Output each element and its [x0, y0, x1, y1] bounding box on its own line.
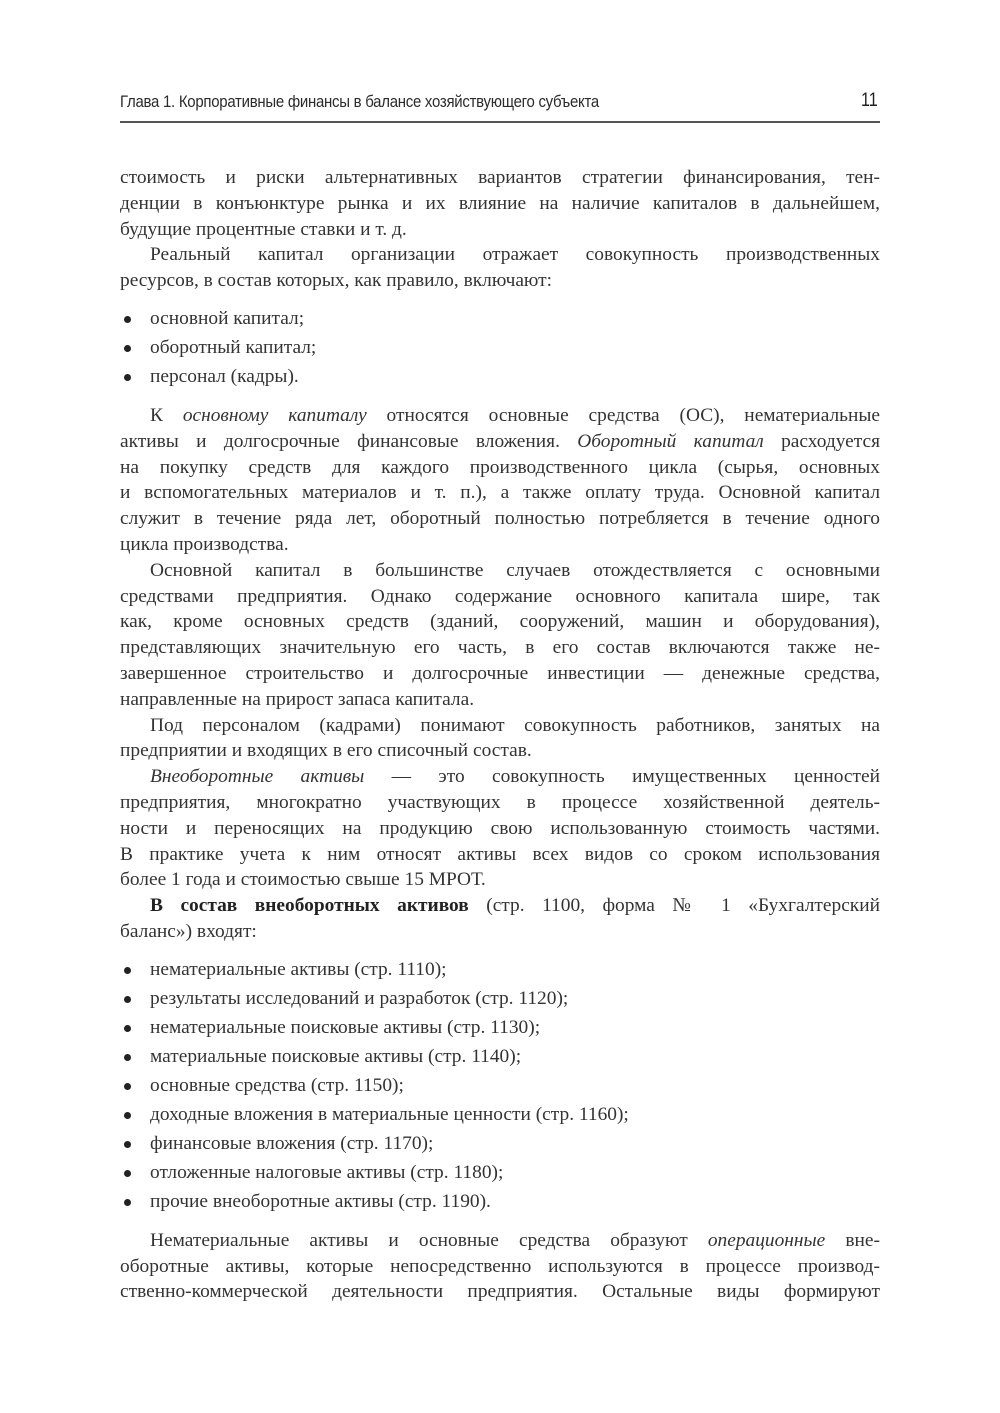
list-item: основной капитал;: [120, 304, 880, 333]
text-line: Внеоборотные активы — это совокупность имущественных ценностей: [150, 766, 880, 788]
list-item: финансовые вложения (стр. 1170);: [120, 1129, 880, 1158]
text-line: ности и переносящих на продукцию свою использованную стоимость частями.: [120, 817, 880, 839]
bullet-icon: [124, 374, 131, 381]
text-line: баланс») входят:: [120, 920, 257, 942]
text-line: средствами предприятия. Однако содержание основного капитала шире, так: [120, 585, 880, 607]
text-line: Основной капитал в большинстве случаев отождествляется с основными: [150, 559, 880, 581]
bullet-icon: [124, 1025, 131, 1032]
list-item: персонал (кадры).: [120, 362, 880, 391]
bullet-icon: [124, 1112, 131, 1119]
paragraph-fixed-capital: [120, 403, 880, 558]
bullet-icon: [124, 996, 131, 1003]
bullet-icon: [124, 1199, 131, 1206]
bold-heading: В состав внеоборотных активов: [150, 895, 469, 917]
text-line: стоимость и риски альтернативных вариантов стратегии финансирования, тен-: [120, 167, 880, 188]
text-line: как, кроме основных средств (зданий, сооружений, машин и оборудования),: [120, 611, 880, 633]
list-item: нематериальные активы (стр. 1110);: [120, 955, 880, 984]
list-item: основные средства (стр. 1150);: [120, 1071, 880, 1100]
text-line: цикла производства.: [120, 533, 289, 555]
bullet-icon: [124, 1141, 131, 1148]
noncurrent-assets-list: [120, 955, 880, 1216]
bullet-icon: [124, 1083, 131, 1090]
text-line: денции в конъюнктуре рынка и их влияние на наличие капиталов в дальнейшем,: [120, 192, 880, 214]
paragraph-operational-assets: [120, 1228, 880, 1305]
text-line: представляющих значительную его часть, в его состав включаются также не-: [120, 637, 880, 659]
text-line: более 1 года и стоимостью свыше 15 МРОТ.: [120, 869, 486, 891]
bullet-icon: [124, 967, 131, 974]
list-item: результаты исследований и разработок (стр. 1120);: [120, 984, 880, 1013]
bullet-icon: [124, 1054, 131, 1061]
list-item: материальные поисковые активы (стр. 1140);: [120, 1042, 880, 1071]
text-line: ресурсов, в состав которых, как правило, включают:: [120, 270, 553, 292]
text-line: на покупку средств для каждого производственного цикла (сырья, основных: [120, 456, 880, 478]
list-item: оборотный капитал;: [120, 333, 880, 362]
text-line: завершенное строительство и долгосрочные инвестиции — денежные средства,: [120, 662, 880, 684]
chapter-title: Глава 1. Корпоративные финансы в балансе хозяйствующего субъекта: [120, 92, 599, 111]
text-line: Реальный капитал организации отражает совокупность производственных: [150, 244, 880, 266]
page-number: 11: [861, 90, 878, 111]
bullet-icon: [124, 345, 131, 352]
paragraph-personnel: [120, 713, 880, 765]
paragraph-noncurrent-assets: [120, 764, 880, 893]
text-line: ственно-коммерческой деятельности предприятия. Остальные виды формируют: [120, 1281, 880, 1303]
bullet-icon: [124, 316, 131, 323]
text-line: В состав внеоборотных активов (стр. 1100, форма № 1 «Бухгалтерский: [150, 895, 880, 917]
text-line: и вспомогательных материалов и т. п.), а также оплату труда. Основной капитал: [120, 482, 880, 504]
list-item: прочие внеоборотные активы (стр. 1190).: [120, 1187, 880, 1216]
text-line: В практике учета к ним относят активы всех видов со сроком использования: [120, 843, 880, 865]
text-line: К основному капиталу относятся основные средства (ОС), нематериальные: [150, 404, 880, 426]
bullet-icon: [124, 1170, 131, 1177]
term-emphasis: Оборотный капитал: [577, 430, 764, 452]
capital-components-list: [120, 304, 880, 391]
text-line: служит в течение ряда лет, оборотный полностью потребляется в течение одного: [120, 508, 880, 530]
text-line: предприятия, многократно участвующих в процессе хозяйственной деятель-: [120, 791, 880, 813]
text-line: Под персоналом (кадрами) понимают совокупность работников, занятых на: [150, 714, 880, 736]
header-divider: [120, 121, 880, 123]
running-header: [120, 86, 880, 122]
body-text: [120, 165, 880, 1305]
text-line: предприятии и входящих в его списочный состав.: [120, 740, 532, 762]
text-line: оборотные активы, которые непосредственно используются в процессе производ-: [120, 1255, 880, 1277]
list-item: отложенные налоговые активы (стр. 1180);: [120, 1158, 880, 1187]
paragraph-continuation: [120, 165, 880, 242]
term-emphasis: основному капиталу: [182, 404, 367, 426]
paragraph-real-capital: [120, 242, 880, 294]
text-line: активы и долгосрочные финансовые вложения. Оборотный капитал расходуется: [120, 430, 880, 452]
paragraph-composition: [120, 893, 880, 945]
term-emphasis: операционные: [707, 1229, 826, 1251]
list-item: нематериальные поисковые активы (стр. 1130);: [120, 1013, 880, 1042]
list-item: доходные вложения в материальные ценности (стр. 1160);: [120, 1100, 880, 1129]
text-line: направленные на прирост запаса капитала.: [120, 688, 475, 710]
term-emphasis: Внеоборотные активы: [150, 766, 365, 788]
text-line: будущие процентные ставки и т. д.: [120, 218, 407, 240]
text-line: Нематериальные активы и основные средства образуют операционные вне-: [150, 1229, 880, 1251]
paragraph-fixed-assets: [120, 558, 880, 713]
